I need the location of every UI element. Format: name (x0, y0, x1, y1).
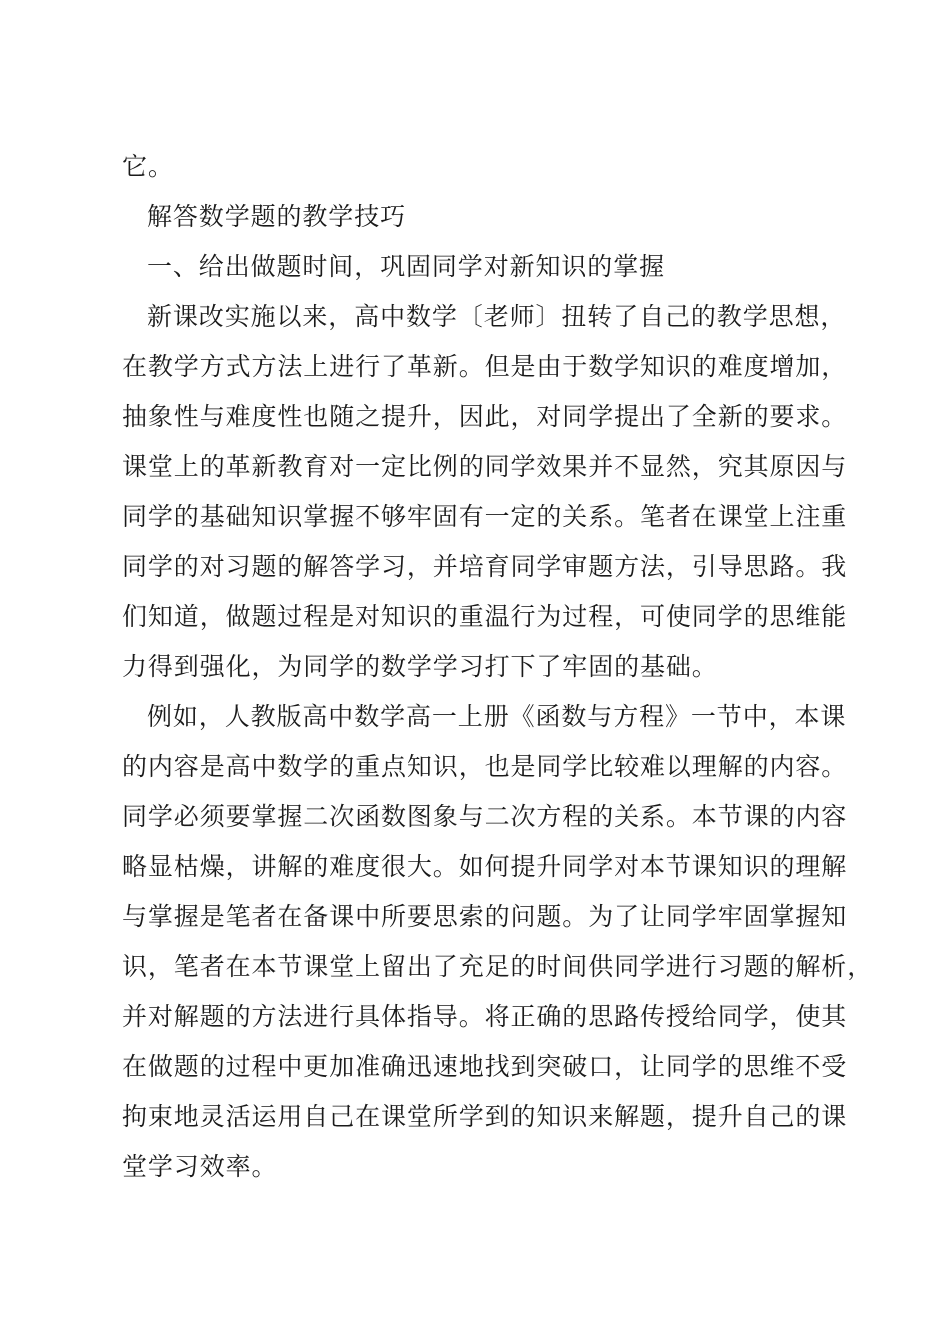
text-line: 抽象性与难度性也随之提升，因此，对同学提出了全新的要求。 (122, 402, 848, 431)
text-line: 的内容是高中数学的重点知识，也是同学比较难以理解的内容。 (122, 752, 848, 781)
text-line: 新课改实施以来，高中数学〔老师〕扭转了自己的教学思想， (147, 302, 847, 331)
subsection-heading: 一、给出做题时间，巩固同学对新知识的掌握 (147, 252, 666, 281)
text-line: 在教学方式方法上进行了革新。但是由于数学知识的难度增加， (122, 352, 848, 381)
text-line: 它。 (122, 152, 174, 181)
text-line: 拘束地灵活运用自己在课堂所学到的知识来解题，提升自己的课 (122, 1102, 848, 1131)
text-line: 例如，人教版高中数学高一上册《函数与方程》一节中，本课 (147, 702, 847, 731)
text-line: 在做题的过程中更加准确迅速地找到突破口，让同学的思维不受 (122, 1052, 848, 1081)
text-line: 略显枯燥，讲解的难度很大。如何提升同学对本节课知识的理解 (122, 852, 848, 881)
text-line: 同学的对习题的解答学习，并培育同学审题方法，引导思路。我 (122, 552, 848, 581)
section-heading: 解答数学题的教学技巧 (147, 202, 407, 231)
text-line: 同学的基础知识掌握不够牢固有一定的关系。笔者在课堂上注重 (122, 502, 848, 531)
text-line: 与掌握是笔者在备课中所要思索的问题。为了让同学牢固掌握知 (122, 902, 848, 931)
text-line: 同学必须要掌握二次函数图象与二次方程的关系。本节课的内容 (122, 802, 848, 831)
text-line: 力得到强化，为同学的数学学习打下了牢固的基础。 (122, 652, 718, 681)
text-line: 并对解题的方法进行具体指导。将正确的思路传授给同学，使其 (122, 1002, 848, 1031)
text-line: 课堂上的革新教育对一定比例的同学效果并不显然，究其原因与 (122, 452, 848, 481)
text-line: 识，笔者在本节课堂上留出了充足的时间供同学进行习题的解析， (122, 952, 874, 981)
text-line: 们知道，做题过程是对知识的重温行为过程，可使同学的思维能 (122, 602, 848, 631)
text-line: 堂学习效率。 (122, 1152, 278, 1181)
